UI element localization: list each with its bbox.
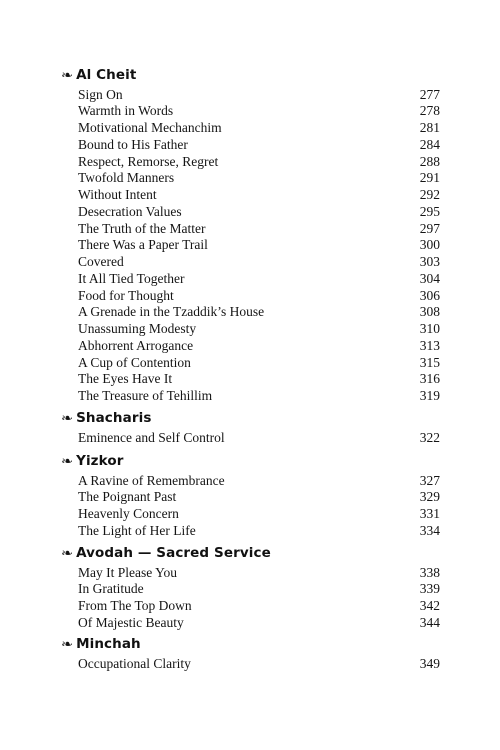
entry-title: There Was a Paper Trail — [78, 237, 208, 253]
toc-entry — [78, 102, 440, 119]
entry-page-number: 288 — [419, 153, 440, 169]
toc-entry — [78, 169, 440, 186]
entry-page-number: 295 — [419, 203, 440, 219]
toc-entry — [78, 614, 440, 631]
toc-entry — [78, 597, 440, 614]
entry-page-number: 284 — [419, 136, 440, 152]
section-heading — [62, 634, 141, 654]
entry-page-number: 334 — [419, 522, 440, 538]
entry-title: Occupational Clarity — [78, 655, 191, 671]
entry-page-number: 331 — [419, 506, 440, 521]
toc-entry — [78, 220, 440, 237]
section-heading — [62, 408, 151, 428]
toc-entry — [78, 580, 440, 597]
entry-page-number: 300 — [419, 237, 440, 253]
entry-title: Without Intent — [78, 187, 157, 202]
entry-page-number: 297 — [419, 220, 440, 236]
toc-entry — [78, 429, 440, 446]
toc-entry — [78, 488, 440, 505]
entry-page-number: 313 — [419, 337, 440, 353]
section-heading — [62, 65, 136, 85]
entry-title: Desecration Values — [78, 203, 182, 219]
entry-title: The Eyes Have It — [78, 371, 173, 387]
toc-entry — [78, 655, 440, 672]
toc-entry — [78, 203, 440, 220]
toc-entry — [78, 119, 440, 136]
entry-page-number: 291 — [419, 170, 440, 186]
toc-entry — [78, 337, 440, 354]
entry-title: The Poignant Past — [78, 489, 177, 505]
entry-title: Abhorrent Arrogance — [78, 337, 194, 353]
fleuron-ornament-icon: ❧ — [60, 637, 74, 651]
entry-title: Motivational Mechanchim — [78, 120, 222, 135]
entry-title: Heavenly Concern — [78, 506, 179, 521]
entry-page-number: 327 — [419, 472, 440, 488]
toc-entry — [78, 86, 440, 103]
entry-page-number: 310 — [419, 321, 440, 336]
toc-entry — [78, 253, 440, 270]
fleuron-ornament-icon: ❧ — [60, 411, 74, 425]
toc-entry — [78, 236, 440, 253]
toc-entry — [78, 354, 440, 371]
entry-title: The Treasure of Tehillim — [78, 388, 213, 403]
entry-title: Bound to His Father — [78, 136, 188, 152]
toc-entry — [78, 303, 440, 320]
entry-title: From The Top Down — [78, 598, 192, 613]
entry-page-number: 277 — [419, 86, 440, 102]
toc-entry — [78, 370, 440, 387]
toc-entry — [78, 387, 440, 404]
entry-title: Warmth in Words — [78, 103, 174, 119]
entry-title: A Cup of Contention — [78, 354, 191, 370]
toc-entry — [78, 505, 440, 522]
entry-title: Respect, Remorse, Regret — [78, 153, 219, 169]
entry-page-number: 278 — [419, 103, 440, 119]
toc-entry — [78, 522, 440, 539]
section-title: Yizkor — [76, 453, 124, 469]
entry-page-number: 339 — [419, 581, 440, 597]
entry-page-number: 306 — [419, 287, 440, 303]
entry-title: The Light of Her Life — [78, 522, 196, 538]
section-heading — [62, 543, 271, 563]
toc-entry — [78, 320, 440, 337]
toc-entry — [78, 270, 440, 287]
entry-title: Food for Thought — [78, 287, 174, 303]
toc-entry — [78, 472, 440, 489]
entry-title: Covered — [78, 254, 124, 269]
entry-title: The Truth of the Matter — [78, 220, 206, 236]
fleuron-ornament-icon: ❧ — [60, 454, 74, 468]
entry-title: Twofold Manners — [78, 170, 175, 186]
toc-entry — [78, 564, 440, 581]
entry-page-number: 315 — [419, 354, 440, 370]
entry-page-number: 344 — [419, 614, 440, 630]
entry-page-number: 303 — [419, 254, 440, 269]
entry-page-number: 319 — [419, 388, 440, 403]
entry-page-number: 342 — [419, 598, 440, 613]
entry-page-number: 316 — [419, 371, 440, 387]
entry-page-number: 308 — [419, 304, 440, 320]
entry-title: A Ravine of Remembrance — [78, 472, 225, 488]
section-title: Shacharis — [76, 410, 152, 426]
entry-title: A Grenade in the Tzaddik’s House — [78, 304, 265, 320]
section-title: Al Cheit — [76, 67, 137, 83]
entry-title: It All Tied Together — [78, 270, 185, 286]
entry-page-number: 338 — [419, 564, 440, 580]
entry-title: Unassuming Modesty — [78, 321, 197, 336]
entry-title: In Gratitude — [78, 581, 144, 597]
entry-title: Eminence and Self Control — [78, 429, 225, 445]
fleuron-ornament-icon: ❧ — [60, 68, 74, 82]
entry-title: Of Majestic Beauty — [78, 614, 184, 630]
toc-entry — [78, 186, 440, 203]
entry-page-number: 322 — [419, 429, 440, 445]
section-title: Avodah — Sacred Service — [76, 545, 271, 561]
toc-entry — [78, 136, 440, 153]
entry-page-number: 292 — [419, 187, 440, 202]
entry-title: May It Please You — [78, 564, 178, 580]
entry-page-number: 304 — [419, 270, 440, 286]
entry-page-number: 329 — [419, 489, 440, 505]
toc-entry — [78, 287, 440, 304]
entry-page-number: 281 — [419, 120, 440, 135]
fleuron-ornament-icon: ❧ — [60, 546, 74, 560]
section-title: Minchah — [76, 636, 141, 652]
entry-title: Sign On — [78, 86, 123, 102]
section-heading — [62, 451, 123, 471]
entry-page-number: 349 — [419, 655, 440, 671]
toc-entry — [78, 153, 440, 170]
